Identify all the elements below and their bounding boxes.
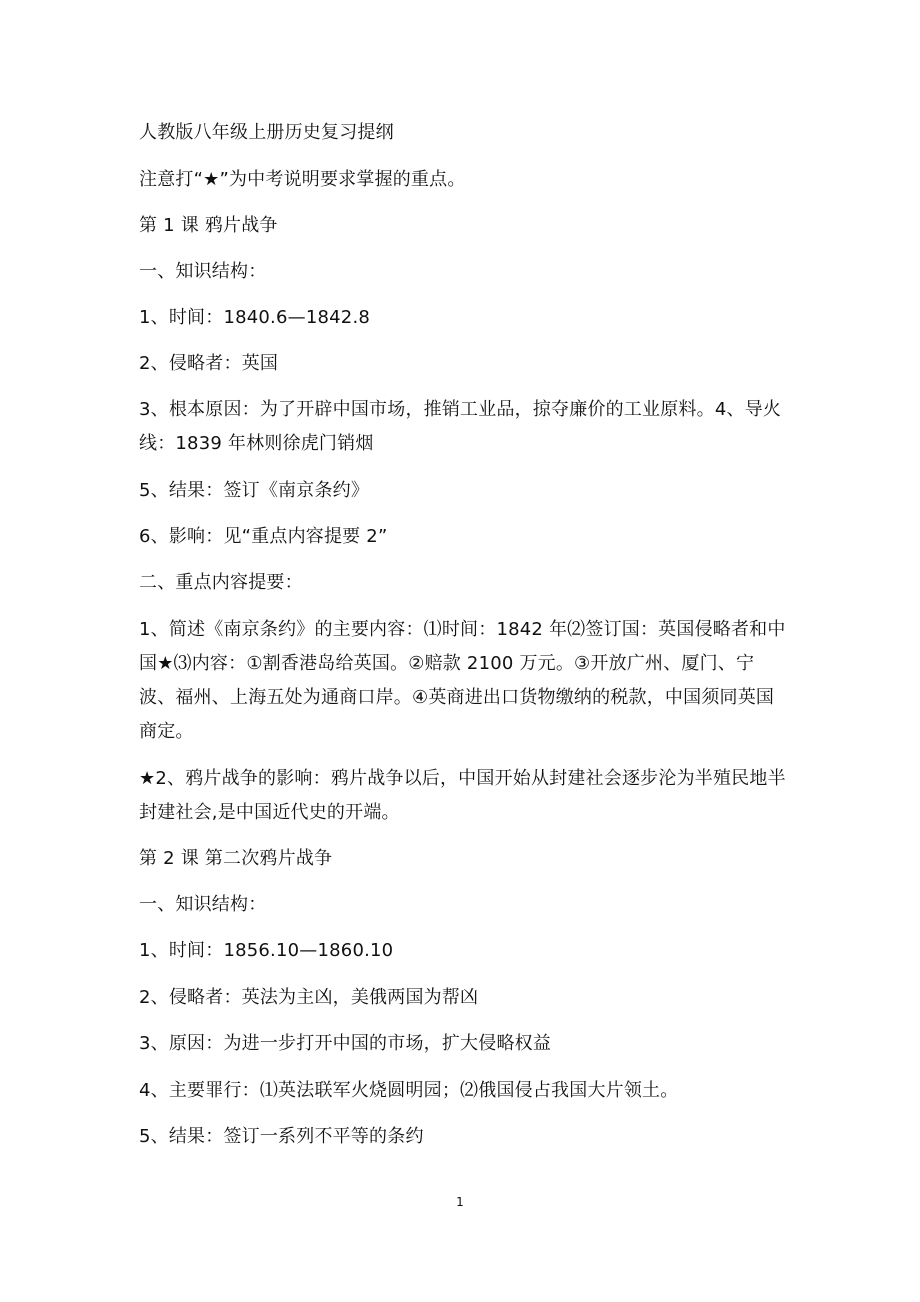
lesson-1-key-point-2: ★2、鸦片战争的影响：鸦片战争以后，中国开始从封建社会逐步沦为半殖民地半封建社会,是中国近代史的开端。 [139, 768, 786, 823]
lesson-2-item-cause: 3、原因：为进一步打开中国的市场，扩大侵略权益 [139, 1033, 552, 1054]
lesson-1-item-time: 1、时间：1840.6—1842.8 [139, 307, 371, 328]
lesson-2-heading: 第 2 课 第二次鸦片战争 [139, 848, 333, 869]
note-text: 注意打“★”为中考说明要求掌握的重点。 [139, 169, 466, 190]
lesson-1-item-result: 5、结果：签订《南京条约》 [139, 480, 370, 501]
lesson-1-item-impact: 6、影响：见“重点内容提要 2” [139, 526, 388, 547]
lesson-1-section-1-heading: 一、知识结构： [139, 261, 267, 282]
lesson-1-heading: 第 1 课 鸦片战争 [139, 215, 278, 236]
lesson-1-section-2-heading: 二、重点内容提要： [139, 572, 303, 593]
lesson-1-item-cause-and-trigger: 3、根本原因：为了开辟中国市场，推销工业品，掠夺廉价的工业原料。4、导火线：1839 年林则徐虎门销烟 [139, 399, 782, 454]
lesson-2-item-crimes: 4、主要罪行：⑴英法联军火烧圆明园；⑵俄国侵占我国大片领土。 [139, 1080, 679, 1101]
lesson-2-item-time: 1、时间：1856.10—1860.10 [139, 940, 394, 961]
lesson-2-item-aggressor: 2、侵略者：英法为主凶，美俄两国为帮凶 [139, 987, 479, 1008]
lesson-2-item-result: 5、结果：签订一系列不平等的条约 [139, 1126, 424, 1147]
lesson-1-key-point-1: 1、简述《南京条约》的主要内容：⑴时间：1842 年⑵签订国：英国侵略者和中国★⑶内容：①割香港岛给英国。②赔款 2100 万元。③开放广州、厦门、宁波、福州、上海五处为通商口岸。④英商进出口货物缴纳的税款，中国须同英国商定。 [139, 619, 786, 742]
page-number: 1 [456, 1195, 464, 1209]
document-title: 人教版八年级上册历史复习提纲 [139, 122, 394, 143]
lesson-2-section-1-heading: 一、知识结构： [139, 894, 267, 915]
lesson-1-item-aggressor: 2、侵略者：英国 [139, 353, 279, 374]
